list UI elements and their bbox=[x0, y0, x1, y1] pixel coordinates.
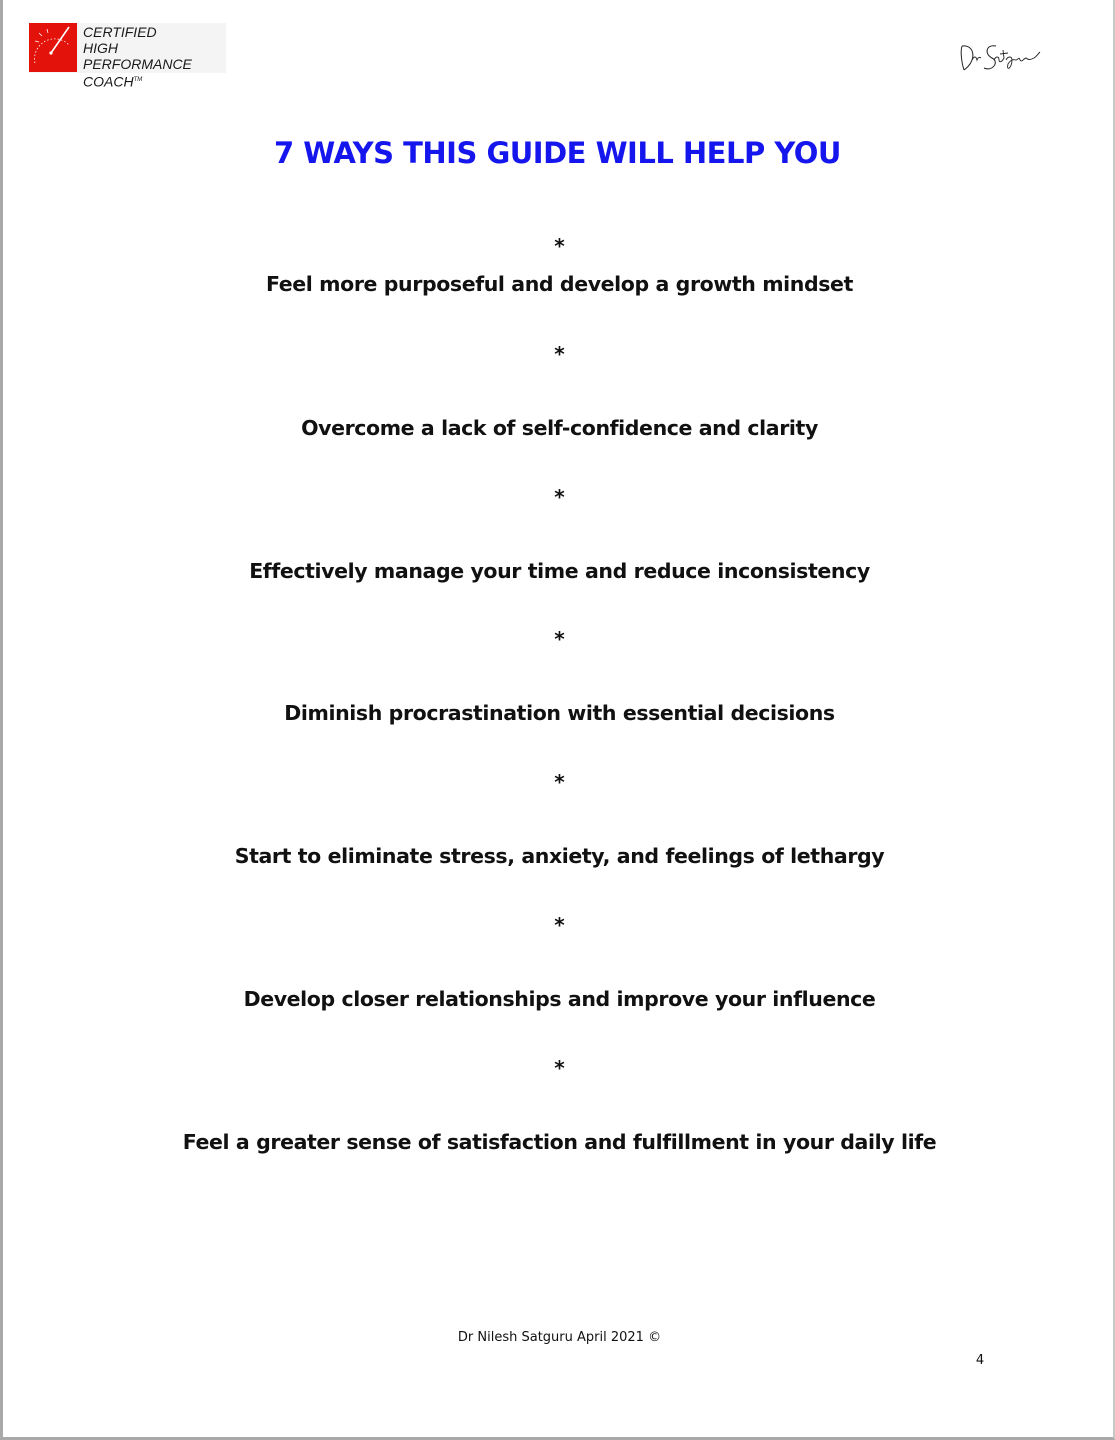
logo-text bbox=[83, 24, 226, 90]
footer-copyright: Dr Nilesh Satguru April 2021 © bbox=[457, 1330, 662, 1345]
bullet-star-6: * bbox=[554, 913, 565, 937]
page-title: 7 WAYS THIS GUIDE WILL HELP YOU bbox=[274, 136, 841, 170]
bullet-star-3: * bbox=[554, 485, 565, 509]
bullet-star-5: * bbox=[554, 770, 565, 794]
bullet-star-1: * bbox=[554, 234, 565, 258]
logo-line-3 bbox=[83, 72, 226, 90]
trademark-symbol: TM bbox=[133, 77, 143, 83]
gauge-icon bbox=[29, 23, 77, 72]
benefit-6: Develop closer relationships and improve your influence bbox=[243, 987, 876, 1011]
certified-high-performance-coach-logo bbox=[29, 23, 226, 90]
benefit-5: Start to eliminate stress, anxiety, and feelings of lethargy bbox=[234, 844, 885, 868]
benefit-2: Overcome a lack of self-confidence and clarity bbox=[301, 416, 818, 440]
page-number: 4 bbox=[975, 1353, 985, 1368]
benefit-4: Diminish procrastination with essential decisions bbox=[284, 701, 835, 725]
logo-badge bbox=[29, 23, 77, 72]
bullet-star-4: * bbox=[554, 627, 565, 651]
benefit-1: Feel more purposeful and develop a growth mindset bbox=[266, 272, 853, 296]
logo-line-1: CERTIFIED bbox=[83, 24, 157, 40]
bullet-star-2: * bbox=[554, 342, 565, 366]
bullet-star-7: * bbox=[554, 1056, 565, 1080]
signature-drawing bbox=[956, 38, 1046, 78]
logo-line-2: HIGH PERFORMANCE bbox=[83, 40, 192, 72]
benefit-3: Effectively manage your time and reduce inconsistency bbox=[249, 559, 870, 583]
logo-line-3-text: COACH bbox=[83, 73, 134, 90]
benefit-7: Feel a greater sense of satisfaction and fulfillment in your daily life bbox=[182, 1130, 937, 1154]
signature bbox=[956, 38, 1046, 78]
